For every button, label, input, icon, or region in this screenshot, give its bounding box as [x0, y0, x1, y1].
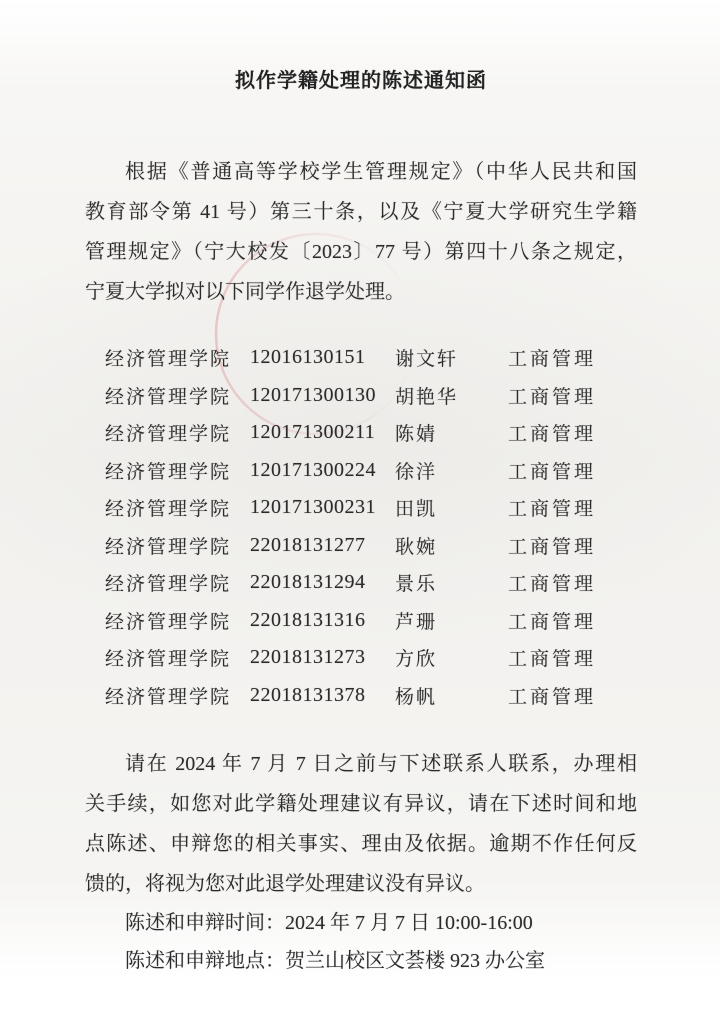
college-cell: 经济管理学院	[105, 611, 232, 633]
table-row	[85, 452, 637, 490]
intro-line-4: 宁夏大学拟对以下同学作退学处理。	[85, 281, 405, 303]
student-name-cell: 徐洋	[395, 461, 438, 483]
student-name-cell: 胡艳华	[395, 386, 459, 408]
intro-line-2: 教育部令第 41 号）第三十条，以及《宁夏大学研究生学籍	[85, 201, 637, 223]
college-cell: 经济管理学院	[105, 649, 232, 671]
major-cell: 工商管理	[508, 536, 597, 558]
major-cell: 工商管理	[508, 386, 597, 408]
college-cell: 经济管理学院	[105, 536, 232, 558]
major-cell: 工商管理	[508, 686, 597, 708]
instructions-line-1: 请在 2024 年 7 月 7 日之前与下述联系人联系，办理相	[125, 753, 637, 775]
major-cell: 工商管理	[508, 649, 597, 671]
table-row	[85, 639, 637, 677]
college-cell: 经济管理学院	[105, 461, 232, 483]
notice-title: 拟作学籍处理的陈述通知函	[235, 70, 487, 92]
student-name-cell: 耿婉	[395, 536, 438, 558]
student-id-cell: 120171300231	[250, 496, 376, 519]
instructions-paragraph	[85, 744, 637, 904]
college-cell: 经济管理学院	[105, 386, 232, 408]
student-id-cell: 22018131273	[250, 646, 366, 669]
college-cell: 经济管理学院	[105, 349, 232, 371]
student-id-cell: 120171300224	[250, 458, 376, 481]
major-cell: 工商管理	[508, 499, 597, 521]
student-id-cell: 120171300211	[250, 421, 376, 444]
student-id-cell: 22018131294	[250, 571, 366, 594]
college-cell: 经济管理学院	[105, 499, 232, 521]
instructions-line-2: 关手续，如您对此学籍处理建议有异议，请在下述时间和地	[85, 793, 637, 815]
intro-line-3: 管理规定》（宁大校发〔2023〕77 号）第四十八条之规定，	[85, 241, 637, 263]
student-table	[85, 339, 637, 714]
student-name-cell: 田凯	[395, 499, 438, 521]
statement-time-line: 陈述和申辩时间：2024 年 7 月 7 日 10:00-16:00	[125, 912, 533, 934]
student-id-cell: 12016130151	[250, 346, 366, 369]
table-row	[85, 677, 637, 715]
student-id-cell: 22018131277	[250, 533, 366, 556]
college-cell: 经济管理学院	[105, 686, 232, 708]
student-name-cell: 芦珊	[395, 611, 438, 633]
student-name-cell: 方欣	[395, 649, 438, 671]
table-row	[85, 489, 637, 527]
student-id-cell: 120171300130	[250, 383, 376, 406]
instructions-line-4: 馈的，将视为您对此退学处理建议没有异议。	[85, 873, 485, 895]
table-row	[85, 527, 637, 565]
major-cell: 工商管理	[508, 611, 597, 633]
student-name-cell: 景乐	[395, 574, 438, 596]
intro-paragraph	[85, 152, 637, 312]
table-row	[85, 377, 637, 415]
table-row	[85, 414, 637, 452]
student-id-cell: 22018131378	[250, 683, 366, 706]
table-row	[85, 564, 637, 602]
table-row	[85, 339, 637, 377]
college-cell: 经济管理学院	[105, 574, 232, 596]
major-cell: 工商管理	[508, 574, 597, 596]
intro-line-1: 根据《普通高等学校学生管理规定》（中华人民共和国	[125, 161, 637, 183]
statement-place-line: 陈述和申辩地点：贺兰山校区文荟楼 923 办公室	[125, 950, 545, 972]
student-name-cell: 陈婧	[395, 424, 438, 446]
student-id-cell: 22018131316	[250, 608, 366, 631]
major-cell: 工商管理	[508, 349, 597, 371]
table-row	[85, 602, 637, 640]
student-name-cell: 谢文轩	[395, 349, 459, 371]
instructions-line-3: 点陈述、申辩您的相关事实、理由及依据。逾期不作任何反	[85, 833, 637, 855]
student-name-cell: 杨帆	[395, 686, 438, 708]
college-cell: 经济管理学院	[105, 424, 232, 446]
major-cell: 工商管理	[508, 461, 597, 483]
major-cell: 工商管理	[508, 424, 597, 446]
